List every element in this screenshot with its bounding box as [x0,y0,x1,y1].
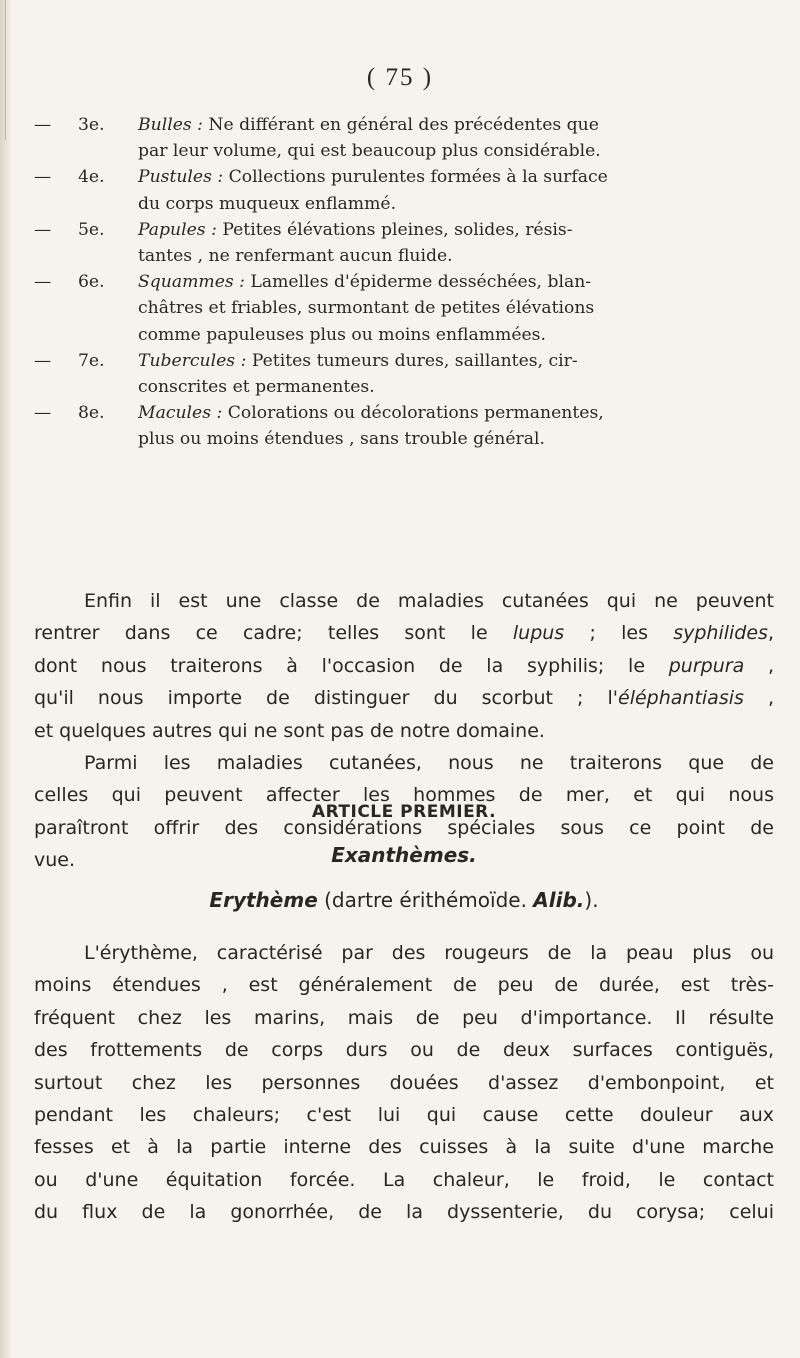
article-heading: ARTICLE PREMIER. [311,802,497,822]
text-line: du flux de la gonorrhée, de la dyssenterie, du corysa; celui [34,1201,774,1224]
list-body [138,217,774,269]
text-line: L'érythème, caractérisé par des rougeurs de la peau plus ou [84,942,774,964]
list-line: du corps muqueux enflammé. [138,193,397,214]
list-text: Collections purulentes formées à la surface [228,167,608,188]
list-item [34,112,774,164]
main-text [34,585,774,877]
text-run: dont nous traiterons à l'occasion de la syphilis; le [34,654,669,677]
list-line [138,348,774,374]
list-line: châtres et friables, surmontant de petites élévations [138,298,595,319]
text-line: et quelques autres qui ne sont pas de notre domaine. [34,719,545,742]
list-number: 5e. [78,219,105,240]
paragraph-intro [34,585,774,747]
entry-heading [34,888,774,912]
list-number: 4e. [78,167,105,188]
entry-author: Alib. [533,888,585,912]
list-line: comme papuleuses plus ou moins enflammées. [138,324,546,345]
list-dash: — [34,350,52,371]
main-text-erytheme [34,937,774,1229]
list-line [138,112,774,138]
list-term: Bulles : [138,115,203,135]
list-body [138,269,774,348]
list-term: Tubercules : [138,350,247,371]
list-number: 6e. [78,272,105,293]
list-line [138,269,774,295]
list-body [138,348,774,400]
list-dash: — [34,115,52,135]
text-line: paraîtront offrir des considérations spéciales sous ce point de [34,816,774,839]
text-line: surtout chez les personnes douées d'assez d'embonpoint, et [34,1071,774,1094]
text-run: rentrer dans ce cadre; telles sont le [34,622,513,645]
text-run: , [767,622,774,645]
list-body [138,400,774,452]
text-line [34,617,774,649]
text-run: qu'il nous importe de distinguer du scorbut ; l' [34,687,618,710]
list-number: 7e. [78,350,105,371]
entry-close: ). [584,888,599,912]
list-dash: — [34,219,52,240]
list-term: Macules : [138,403,223,424]
text-run: ; les [564,622,674,645]
page-binding-edge [0,0,12,1358]
list-item [34,348,774,400]
list-line: par leur volume, qui est beaucoup plus considérable. [138,141,601,162]
italic-term: purpura [668,654,745,677]
italic-term: syphilides [673,622,768,645]
list-item [34,269,774,348]
list-item [34,164,774,216]
list-line [138,217,774,243]
text-line: des frottements de corps durs ou de deux surfaces contiguës, [34,1039,774,1062]
entry-term: Erythème [209,888,318,912]
section-heading: Exanthèmes. [331,843,477,867]
text-line: fesses et à la partie interne des cuisses à la suite d'une marche [34,1136,774,1159]
list-text: Petites élévations pleines, solides, résis- [222,219,573,240]
list-text: Lamelles d'épiderme desséchées, blan- [250,272,592,293]
list-body [138,164,774,216]
paragraph-erytheme [34,937,774,1229]
list-text: Colorations ou décolorations permanentes, [227,403,604,424]
list-line [138,400,774,426]
text-line: celles qui peuvent affecter les hommes de mer, et qui nous [34,784,774,807]
list-text: Petites tumeurs dures, saillantes, cir- [251,350,578,371]
italic-term: lupus [512,622,565,645]
text-line: pendant les chaleurs; c'est lui qui cause cette douleur aux [34,1104,774,1127]
list-dash: — [34,272,52,293]
list-number: 8e. [78,403,105,424]
list-number: 3e. [78,115,105,135]
text-run: , [744,654,774,677]
italic-term: éléphantiasis [618,687,744,710]
lesion-list [34,112,774,453]
list-term: Squammes : [138,272,245,293]
list-item [34,400,774,452]
text-line [34,650,774,682]
list-body [138,112,774,164]
list-dash: — [34,167,52,188]
text-line: moins étendues , est généralement de peu de durée, est très- [34,974,774,997]
page-number: ( 75 ) [366,64,434,91]
list-line: conscrites et permanentes. [138,377,375,398]
text-run: , [743,687,774,710]
list-item [34,217,774,269]
list-term: Papules : [138,219,217,240]
entry-synonym: (dartre érithémoïde. [317,888,534,912]
text-line: Enfin il est une classe de maladies cutanées qui ne peuvent [84,590,774,612]
list-line [138,164,774,190]
text-line [34,682,774,714]
text-line: ou d'une équitation forcée. La chaleur, le froid, le contact [34,1168,774,1191]
list-text: Ne différant en général des précédentes que [208,115,599,135]
text-line: Parmi les maladies cutanées, nous ne traiterons que de [84,752,774,775]
list-dash: — [34,403,52,424]
list-term: Pustules : [138,167,224,188]
text-line: vue. [34,849,76,872]
text-line: fréquent chez les marins, mais de peu d'importance. Il résulte [34,1006,774,1029]
list-line: plus ou moins étendues , sans trouble général. [138,429,545,450]
list-line: tantes , ne renfermant aucun fluide. [138,246,453,267]
